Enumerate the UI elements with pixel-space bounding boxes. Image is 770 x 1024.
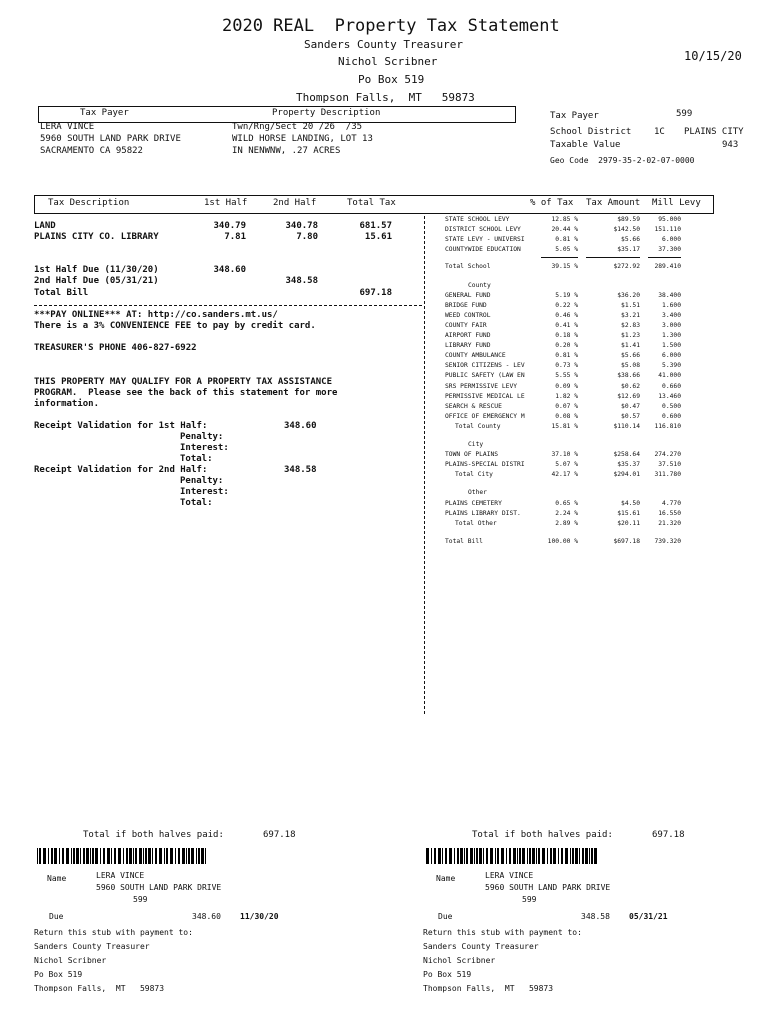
levy-amount-school-3: $35.17	[617, 246, 640, 254]
stub-return-line-4: Thompson Falls, MT 59873	[34, 984, 165, 993]
levy-mill-county-11: 0.500	[662, 402, 681, 410]
receipt-second-penalty: Penalty:	[180, 476, 224, 486]
levy-name-city-total: Total City	[455, 471, 493, 479]
levy-name-bill-total: Total Bill	[445, 537, 483, 545]
levy-name-county-3: COUNTY FAIR	[445, 321, 487, 329]
levy-section-county: County	[468, 281, 491, 289]
levy-pct-county-3: 0.41 %	[555, 321, 578, 329]
tax-line-library-h2: 7.80	[296, 232, 318, 242]
levy-pct-school-3: 5.05 %	[555, 246, 578, 254]
levy-amount-county-2: $3.21	[621, 311, 640, 319]
levy-pct-bill-total: 100.00 %	[547, 537, 578, 545]
levy-amount-county-6: $5.66	[621, 352, 640, 360]
assistance-line-2: PROGRAM. Please see the back of this statement for more	[34, 388, 338, 398]
total-bill-value: 697.18	[359, 288, 392, 298]
levy-pct-county-6: 0.81 %	[555, 352, 578, 360]
taxpayer-label: Tax Payer	[80, 108, 129, 118]
levy-mill-bill-total: 739.320	[654, 537, 681, 545]
property-line-3: IN NENWNW, .27 ACRES	[232, 146, 341, 156]
levy-pct-school-2: 0.81 %	[555, 236, 578, 244]
levy-pct-city-total: 42.17 %	[551, 471, 578, 479]
levy-mill-city-0: 274.270	[654, 451, 681, 459]
receipt-second-label: Receipt Validation for 2nd Half:	[34, 465, 208, 475]
levy-name-county-4: AIRPORT FUND	[445, 332, 491, 339]
taxable-value-label: Taxable Value	[550, 140, 621, 150]
first-half-due-label: 1st Half Due (11/30/20)	[34, 265, 159, 275]
levy-pct-city-0: 37.10 %	[551, 451, 578, 459]
levy-subtotal-rule	[648, 257, 681, 258]
stub-return-line-4: Thompson Falls, MT 59873	[423, 984, 554, 993]
levy-mill-county-5: 1.500	[662, 342, 681, 350]
levy-name-school-1: DISTRICT SCHOOL LEVY	[445, 226, 521, 234]
col-tax-amount: Tax Amount	[586, 198, 641, 208]
levy-mill-county-total: 116.810	[654, 422, 681, 430]
treasurer-name: Nichol Scribner	[338, 55, 438, 68]
stub-address: 5960 SOUTH LAND PARK DRIVE	[485, 883, 611, 892]
levy-subtotal-rule	[541, 257, 578, 258]
assistance-line-1: THIS PROPERTY MAY QUALIFY FOR A PROPERTY TAX ASSISTANCE	[34, 377, 333, 387]
stub-return-line-2: Nichol Scribner	[34, 956, 107, 965]
levy-pct-other-total: 2.89 %	[555, 519, 578, 527]
levy-name-county-11: SEARCH & RESCUE	[445, 402, 502, 410]
levy-pct-school-1: 20.44 %	[551, 226, 578, 234]
stub-taxpayer-id: 599	[522, 895, 537, 904]
tax-line-land-total: 681.57	[359, 221, 392, 231]
stub-both-halves-value: 697.18	[263, 830, 296, 840]
receipt-first-label: Receipt Validation for 1st Half:	[34, 421, 208, 431]
levy-pct-county-12: 0.08 %	[555, 412, 578, 420]
stub-return-line-3: Po Box 519	[423, 970, 472, 979]
levy-mill-other-total: 21.320	[658, 519, 681, 527]
second-half-due-label: 2nd Half Due (05/31/21)	[34, 276, 159, 286]
levy-amount-county-12: $0.57	[621, 412, 640, 420]
receipt-second-total: Total:	[180, 498, 213, 508]
levy-name-city-0: TOWN OF PLAINS	[445, 451, 499, 459]
levy-amount-county-4: $1.23	[621, 332, 640, 339]
assistance-line-3: information.	[34, 399, 100, 409]
stub-return-line-3: Po Box 519	[34, 970, 83, 979]
levy-name-other-0: PLAINS CEMETERY	[445, 499, 502, 507]
school-district-label: School District	[550, 127, 632, 137]
levy-pct-county-5: 0.20 %	[555, 342, 578, 350]
levy-amount-school-2: $5.66	[621, 236, 640, 244]
levy-pct-county-1: 0.22 %	[555, 301, 578, 309]
stub-due-date: 05/31/21	[629, 912, 668, 921]
stub-name-label: Name	[436, 874, 456, 883]
col-mill-levy: Mill Levy	[652, 198, 701, 208]
pay-online-note: ***PAY ONLINE*** AT: http://co.sanders.mt.us/	[34, 310, 278, 320]
levy-mill-county-8: 41.000	[658, 372, 681, 380]
levy-mill-county-9: 0.660	[662, 382, 681, 390]
levy-pct-other-1: 2.24 %	[555, 509, 578, 517]
levy-amount-city-1: $35.37	[617, 461, 640, 469]
levy-pct-county-2: 0.46 %	[555, 311, 578, 319]
levy-mill-school-1: 151.110	[654, 226, 681, 234]
levy-amount-other-1: $15.61	[617, 509, 640, 517]
levy-name-county-total: Total County	[455, 422, 501, 430]
taxable-value: 943	[722, 140, 739, 150]
levy-mill-county-2: 3.400	[662, 311, 681, 319]
levy-mill-city-1: 37.510	[658, 461, 681, 469]
levy-pct-county-11: 0.07 %	[555, 402, 578, 410]
levy-amount-county-0: $36.20	[617, 291, 640, 299]
levy-amount-county-3: $2.83	[621, 321, 640, 329]
levy-name-county-7: SENIOR CITIZENS - LEV	[445, 362, 525, 370]
col-first-half: 1st Half	[204, 198, 248, 208]
levy-pct-county-4: 0.18 %	[555, 332, 578, 339]
levy-amount-county-9: $0.62	[621, 382, 640, 390]
right-taxpayer-label: Tax Payer	[550, 111, 599, 121]
receipt-first-penalty: Penalty:	[180, 432, 224, 442]
first-half-due-value: 348.60	[213, 265, 246, 275]
levy-amount-county-5: $1.41	[621, 342, 640, 350]
col-pct-tax: % of Tax	[530, 198, 574, 208]
levy-mill-school-3: 37.300	[658, 246, 681, 254]
levy-name-county-6: COUNTY AMBULANCE	[445, 352, 506, 360]
school-district-code: 1C	[654, 127, 665, 137]
column-divider	[424, 216, 425, 714]
right-taxpayer-value: 599	[676, 109, 693, 119]
stub-name: LERA VINCE	[96, 871, 145, 880]
col-tax-description: Tax Description	[48, 198, 130, 208]
stub-return-line-1: Sanders County Treasurer	[423, 942, 539, 951]
tax-line-land: LAND	[34, 221, 56, 231]
levy-amount-county-10: $12.69	[617, 392, 640, 400]
stub-return-line-0: Return this stub with payment to:	[34, 928, 193, 937]
levy-mill-county-1: 1.600	[662, 301, 681, 309]
statement-title: 2020 REAL Property Tax Statement	[222, 16, 560, 36]
levy-subtotal-rule	[586, 257, 640, 258]
taxpayer-line-2: 5960 SOUTH LAND PARK DRIVE	[40, 134, 181, 144]
barcode-image	[426, 848, 597, 864]
levy-mill-other-1: 16.550	[658, 509, 681, 517]
levy-pct-other-0: 0.65 %	[555, 499, 578, 507]
levy-amount-school-total: $272.92	[613, 263, 640, 271]
stub-both-halves-value: 697.18	[652, 830, 685, 840]
levy-name-county-2: WEED CONTROL	[445, 311, 491, 319]
city-line: Thompson Falls, MT 59873	[296, 91, 475, 104]
levy-name-other-1: PLAINS LIBRARY DIST.	[445, 509, 521, 517]
receipt-second-value: 348.58	[284, 465, 317, 475]
tax-line-land-h1: 340.79	[213, 221, 246, 231]
levy-amount-county-total: $110.14	[613, 422, 640, 430]
levy-section-city: City	[468, 441, 484, 448]
notes-divider	[34, 305, 422, 306]
levy-name-school-total: Total School	[445, 263, 491, 271]
levy-pct-county-8: 5.55 %	[555, 372, 578, 380]
stub-name-label: Name	[47, 874, 67, 883]
total-bill-label: Total Bill	[34, 288, 89, 298]
levy-pct-school-0: 12.85 %	[551, 216, 578, 223]
stub-name: LERA VINCE	[485, 871, 534, 880]
receipt-first-interest: Interest:	[180, 443, 229, 453]
stub-both-halves-label: Total if both halves paid:	[472, 830, 613, 840]
stub-both-halves-label: Total if both halves paid:	[83, 830, 224, 840]
school-district-name: PLAINS CITY	[684, 127, 744, 137]
levy-amount-school-0: $89.59	[617, 216, 640, 223]
levy-name-school-0: STATE SCHOOL LEVY	[445, 216, 510, 223]
levy-amount-city-total: $294.01	[613, 471, 640, 479]
taxpayer-line-3: SACRAMENTO CA 95822	[40, 146, 143, 156]
levy-name-county-8: PUBLIC SAFETY (LAW EN	[445, 372, 525, 380]
stub-due-date: 11/30/20	[240, 912, 279, 921]
geo-code: Geo Code 2979-35-2-02-07-0000	[550, 156, 695, 165]
levy-amount-city-0: $258.64	[613, 451, 640, 459]
levy-name-county-9: SRS PERMISSIVE LEVY	[445, 382, 518, 390]
statement-date: 10/15/20	[684, 49, 742, 63]
property-line-1: Twn/Rng/Sect 20 /26 /35	[232, 122, 363, 132]
levy-name-city-1: PLAINS-SPECIAL DISTRI	[445, 461, 525, 469]
levy-amount-county-11: $0.47	[621, 402, 640, 410]
receipt-first-value: 348.60	[284, 421, 317, 431]
levy-name-county-10: PERMISSIVE MEDICAL LE	[445, 392, 525, 400]
levy-pct-school-total: 39.15 %	[551, 263, 578, 271]
levy-mill-county-7: 5.390	[662, 362, 681, 370]
stub-due-label: Due	[438, 912, 453, 921]
levy-mill-school-total: 289.410	[654, 263, 681, 271]
levy-mill-county-10: 13.460	[658, 392, 681, 400]
treasurer-office: Sanders County Treasurer	[304, 38, 463, 51]
levy-pct-city-1: 5.07 %	[555, 461, 578, 469]
taxpayer-line-1: LERA VINCE	[40, 122, 95, 132]
levy-amount-other-0: $4.50	[621, 499, 640, 507]
tax-line-library: PLAINS CITY CO. LIBRARY	[34, 232, 159, 242]
levy-amount-county-1: $1.51	[621, 301, 640, 309]
stub-due-label: Due	[49, 912, 64, 921]
levy-name-county-0: GENERAL FUND	[445, 291, 491, 299]
receipt-first-total: Total:	[180, 454, 213, 464]
levy-name-school-2: STATE LEVY - UNIVERSI	[445, 236, 525, 244]
levy-amount-other-total: $20.11	[617, 519, 640, 527]
levy-amount-school-1: $142.50	[613, 226, 640, 234]
stub-return-line-1: Sanders County Treasurer	[34, 942, 150, 951]
po-box: Po Box 519	[358, 73, 425, 86]
levy-mill-county-0: 38.400	[658, 291, 681, 299]
levy-pct-county-10: 1.82 %	[555, 392, 578, 400]
levy-pct-county-7: 0.73 %	[555, 362, 578, 370]
tax-line-library-h1: 7.81	[224, 232, 246, 242]
tax-line-library-total: 15.61	[364, 232, 392, 242]
stub-return-line-2: Nichol Scribner	[423, 956, 496, 965]
levy-mill-school-2: 6.000	[662, 236, 681, 244]
col-total-tax: Total Tax	[347, 198, 396, 208]
levy-pct-county-0: 5.19 %	[555, 291, 578, 299]
levy-amount-county-7: $5.08	[621, 362, 640, 370]
stub-due-amount: 348.58	[581, 912, 610, 921]
second-half-due-value: 348.58	[285, 276, 318, 286]
levy-mill-county-6: 6.000	[662, 352, 681, 360]
levy-mill-city-total: 311.780	[654, 471, 681, 479]
levy-name-county-5: LIBRARY FUND	[445, 342, 491, 350]
levy-mill-county-12: 0.600	[662, 412, 681, 420]
levy-mill-county-4: 1.300	[662, 332, 681, 339]
stub-return-line-0: Return this stub with payment to:	[423, 928, 582, 937]
barcode-image	[37, 848, 208, 864]
tax-line-land-h2: 340.78	[285, 221, 318, 231]
stub-due-amount: 348.60	[192, 912, 221, 921]
levy-name-county-1: BRIDGE FUND	[445, 301, 487, 309]
levy-section-other: Other	[468, 489, 487, 497]
levy-mill-county-3: 3.000	[662, 321, 681, 329]
levy-amount-county-8: $38.66	[617, 372, 640, 380]
convenience-fee-note: There is a 3% CONVENIENCE FEE to pay by credit card.	[34, 321, 316, 331]
levy-amount-bill-total: $697.18	[613, 537, 640, 545]
receipt-second-interest: Interest:	[180, 487, 229, 497]
col-second-half: 2nd Half	[273, 198, 317, 208]
property-label: Property Description	[272, 108, 381, 118]
levy-mill-school-0: 95.000	[658, 216, 681, 223]
treasurer-phone: TREASURER'S PHONE 406-827-6922	[34, 343, 197, 353]
levy-name-county-12: OFFICE OF EMERGENCY M	[445, 412, 525, 420]
levy-name-other-total: Total Other	[455, 519, 497, 527]
property-line-2: WILD HORSE LANDING, LOT 13	[232, 134, 373, 144]
levy-mill-other-0: 4.770	[662, 499, 681, 507]
levy-pct-county-9: 0.09 %	[555, 382, 578, 390]
levy-name-school-3: COUNTYWIDE EDUCATION	[445, 246, 521, 254]
levy-pct-county-total: 15.81 %	[551, 422, 578, 430]
stub-taxpayer-id: 599	[133, 895, 148, 904]
stub-address: 5960 SOUTH LAND PARK DRIVE	[96, 883, 222, 892]
